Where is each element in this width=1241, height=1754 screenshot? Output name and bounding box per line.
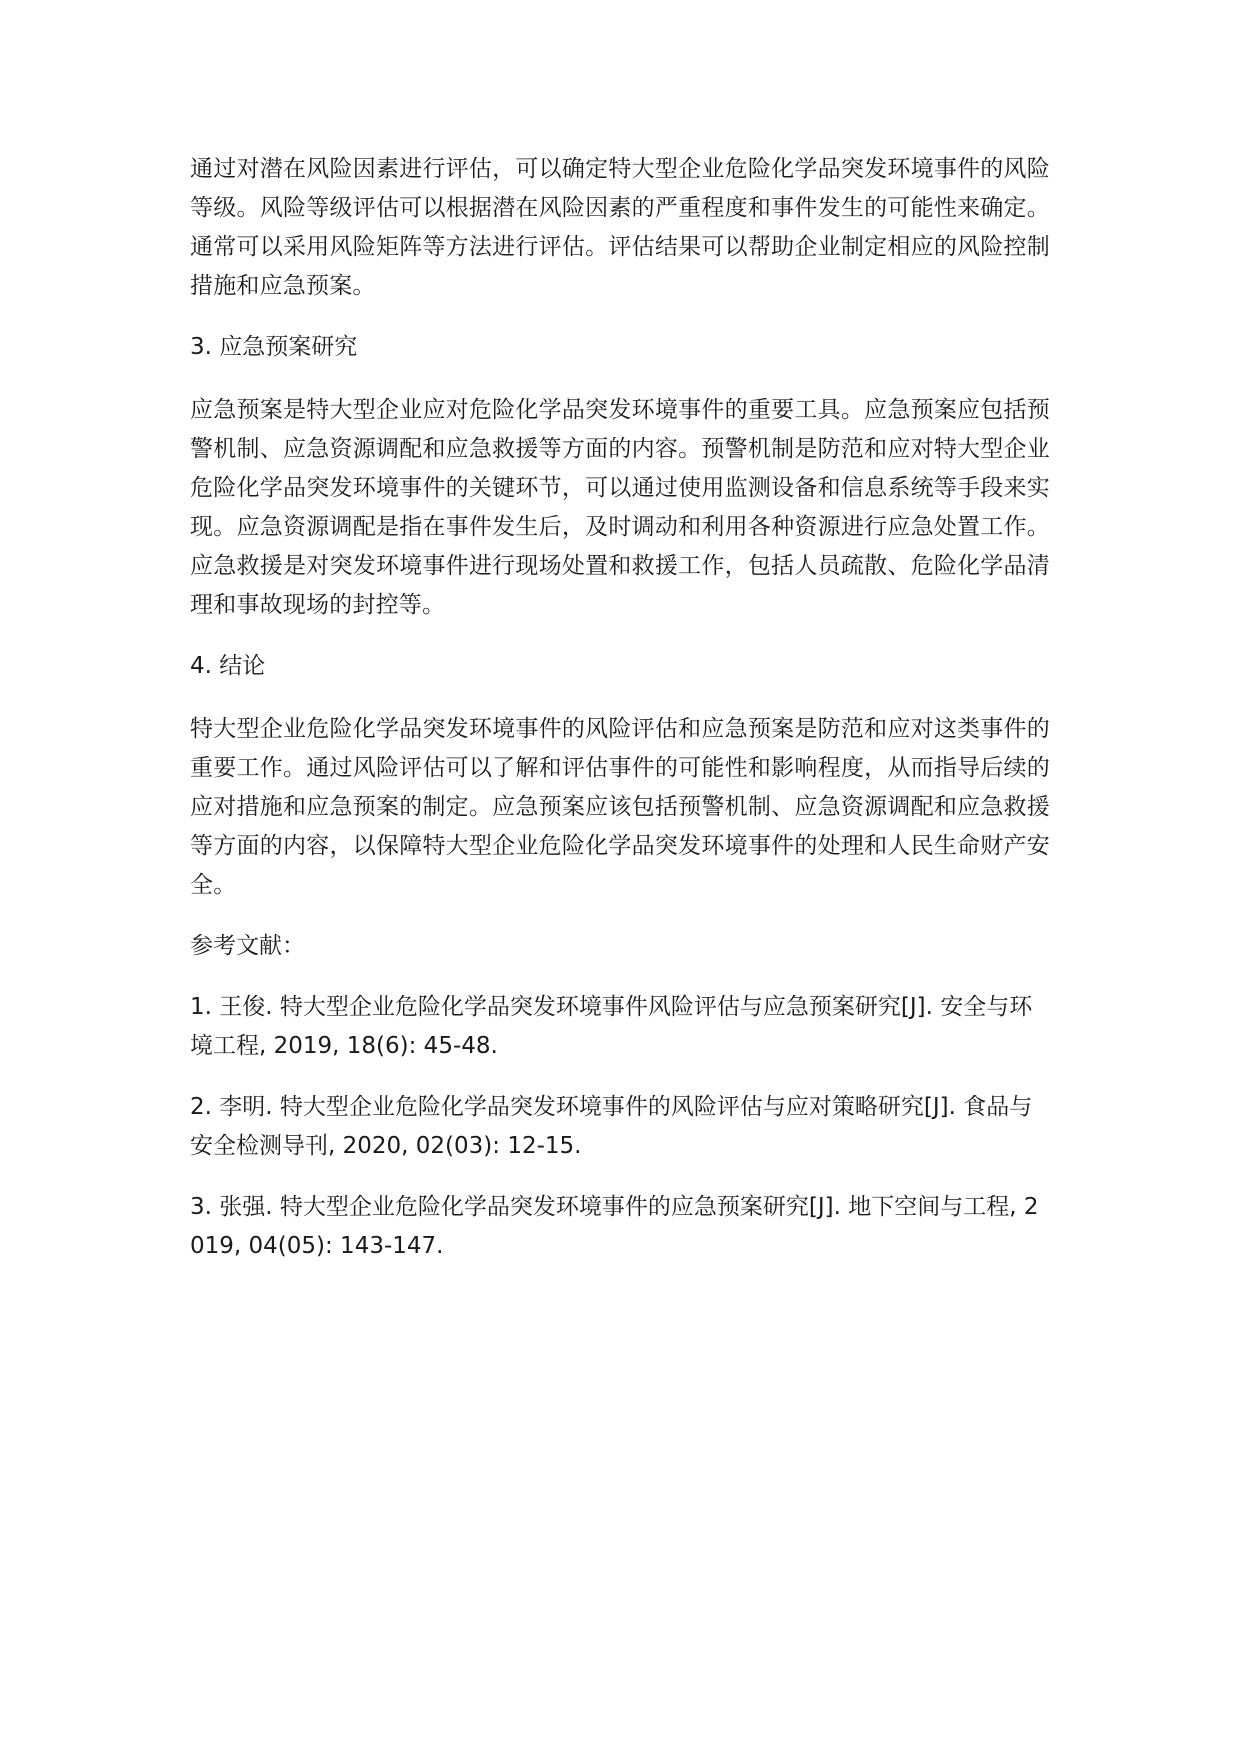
paragraph-risk-level: 通过对潜在风险因素进行评估，可以确定特大型企业危险化学品突发环境事件的风险等级。风险等级评估可以根据潜在风险因素的严重程度和事件发生的可能性来确定。通常可以采用风险矩阵等方法进行评估。评估结果可以帮助企业制定相应的风险控制措施和应急预案。 <box>190 156 1050 299</box>
document-page <box>190 150 1050 1288</box>
paragraph-emergency-plan: 应急预案是特大型企业应对危险化学品突发环境事件的重要工具。应急预案应包括预警机制、应急资源调配和应急救援等方面的内容。预警机制是防范和应对特大型企业危险化学品突发环境事件的关键环节，可以通过使用监测设备和信息系统等手段来实现。应急资源调配是指在事件发生后，及时调动和利用各种资源进行应急处置工作。应急救援是对突发环境事件进行现场处置和救援工作，包括人员疏散、危险化学品清理和事故现场的封控等。 <box>190 397 1050 618</box>
reference-item-1: 1. 王俊. 特大型企业危险化学品突发环境事件风险评估与应急预案研究[J]. 安全与环境工程, 2019, 18(6): 45-48. <box>190 994 1033 1059</box>
heading-section-3: 3. 应急预案研究 <box>190 334 358 360</box>
paragraph-conclusion: 特大型企业危险化学品突发环境事件的风险评估和应急预案是防范和应对这类事件的重要工作。通过风险评估可以了解和评估事件的可能性和影响程度，从而指导后续的应对措施和应急预案的制定。应急预案应该包括预警机制、应急资源调配和应急救援等方面的内容，以保障特大型企业危险化学品突发环境事件的处理和人民生命财产安全。 <box>190 716 1050 898</box>
heading-section-4: 4. 结论 <box>190 653 266 679</box>
references-title: 参考文献： <box>190 933 305 959</box>
reference-item-3: 3. 张强. 特大型企业危险化学品突发环境事件的应急预案研究[J]. 地下空间与工程, 2019, 04(05): 143-147. <box>190 1194 1039 1259</box>
reference-item-2: 2. 李明. 特大型企业危险化学品突发环境事件的风险评估与应对策略研究[J]. 食品与安全检测导刊, 2020, 02(03): 12-15. <box>190 1094 1033 1159</box>
